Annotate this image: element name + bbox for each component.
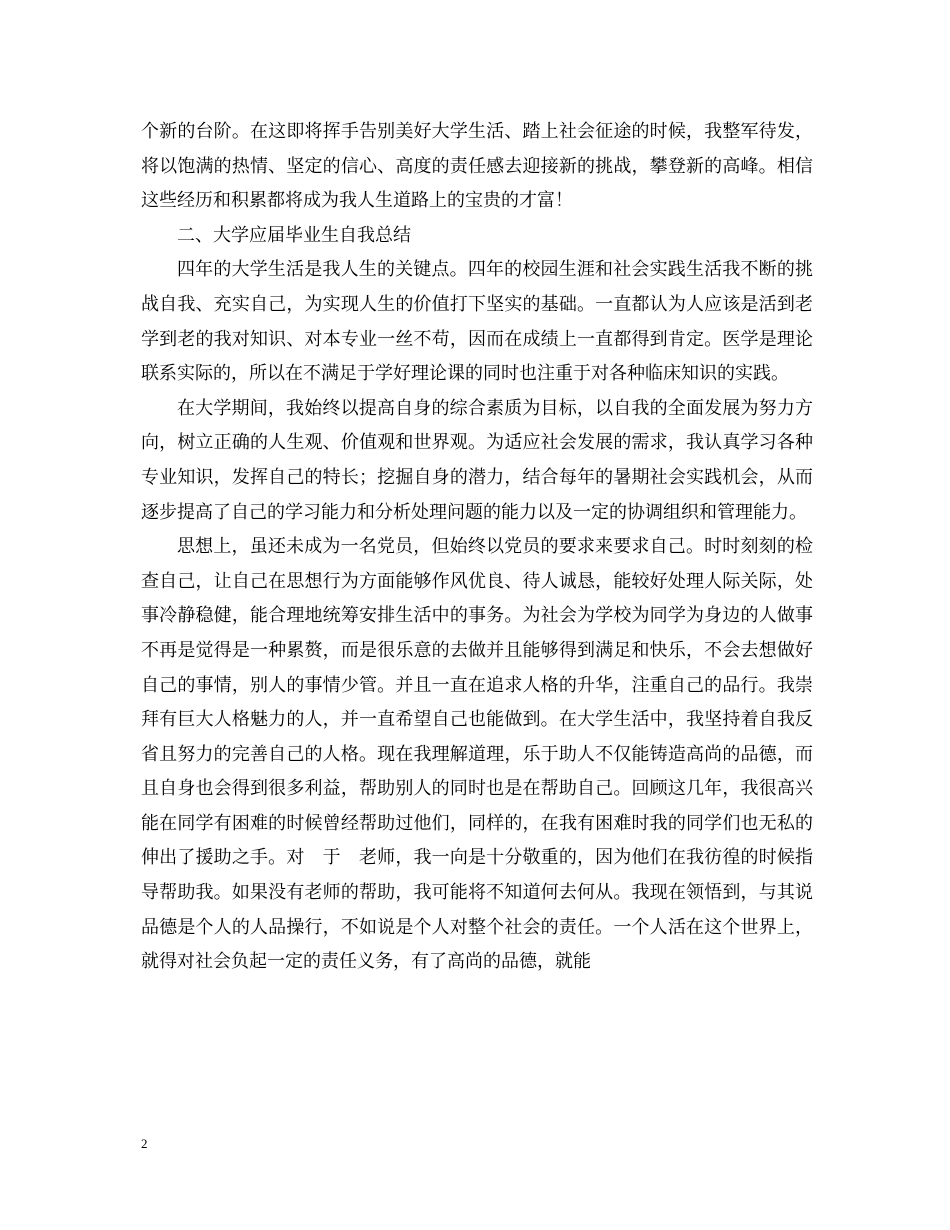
document-body [141, 115, 813, 980]
paragraph-university-life: 四年的大学生活是我人生的关键点。四年的校园生涯和社会实践生活我不断的挑战自我、充实自己，为实现人生的价值打下坚实的基础。一直都认为人应该是活到老学到老的我对知识、对本专业一丝不苟，因而在成绩上一直都得到肯定。医学是理论联系实际的，所以在不满足于学好理论课的同时也注重于对各种临床知识的实践。 [141, 259, 813, 385]
section-heading: 二、大学应届毕业生自我总结 [177, 224, 411, 246]
paragraph-overall-quality: 在大学期间，我始终以提高自身的综合素质为目标，以自我的全面发展为努力方向，树立正确的人生观、价值观和世界观。为适应社会发展的需求，我认真学习各种专业知识，发挥自己的特长；挖掘自身的潜力，结合每年的暑期社会实践机会，从而逐步提高了自己的学习能力和分析处理问题的能力以及一定的协调组织和管理能力。 [141, 397, 813, 523]
page-number: 2 [141, 1136, 148, 1151]
paragraph-continuation: 个新的台阶。在这即将挥手告别美好大学生活、踏上社会征途的时候，我整军待发，将以饱满的热情、坚定的信心、高度的责任感去迎接新的挑战，攀登新的高峰。相信这些经历和积累都将成为我人生道路上的宝贵的才富！ [141, 121, 813, 212]
paragraph-ideology: 思想上，虽还未成为一名党员，但始终以党员的要求来要求自己。时时刻刻的检查自己，让自己在思想行为方面能够作风优良、待人诚恳，能较好处理人际关际，处事冷静稳健，能合理地统筹安排生活中的事务。为社会为学校为同学为身边的人做事不再是觉得是一种累赘，而是很乐意的去做并且能够得到满足和快乐，不会去想做好自己的事情，别人的事情少管。并且一直在追求人格的升华，注重自己的品行。我崇拜有巨大人格魅力的人，并一直希望自己也能做到。在大学生活中，我坚持着自我反省且努力的完善自己的人格。现在我理解道理，乐于助人不仅能铸造高尚的品德，而且自身也会得到很多利益，帮助别人的同时也是在帮助自己。回顾这几年，我很高兴能在同学有困难的时候曾经帮助过他们，同样的，在我有困难时我的同学们也无私的伸出了援助之手。对 于 老师，我一向是十分敬重的，因为他们在我彷徨的时候指导帮助我。如果没有老师的帮助，我可能将不知道何去何从。我现在领悟到，与其说品德是个人的人品操行，不如说是个人对整个社会的责任。一个人活在这个世界上，就得对社会负起一定的责任义务，有了高尚的品德，就能 [141, 536, 813, 973]
